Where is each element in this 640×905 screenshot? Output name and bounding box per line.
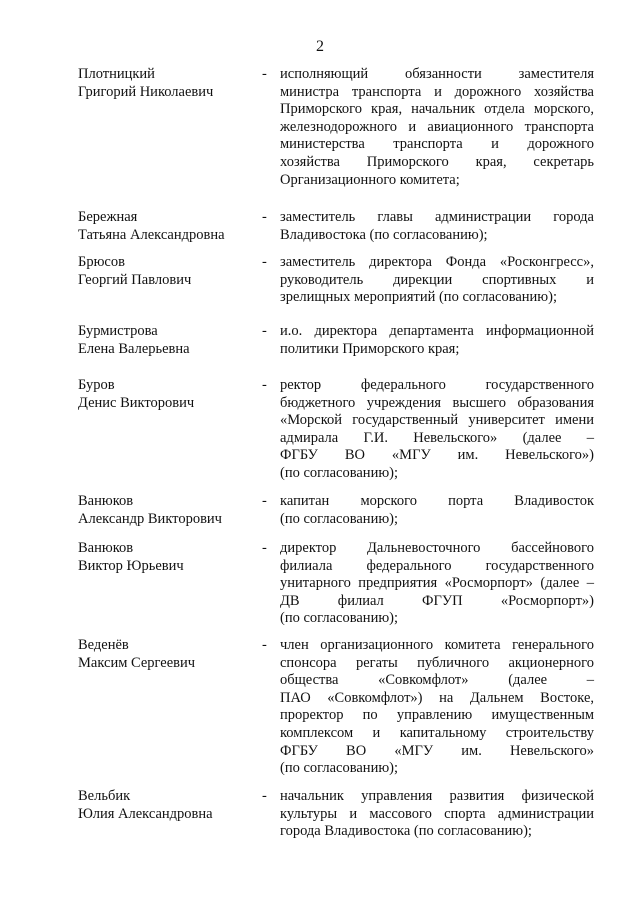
position-line: министерства транспорта и дорожного	[280, 136, 594, 153]
member-position	[280, 377, 594, 483]
member-name	[78, 540, 258, 575]
member-position	[280, 788, 594, 841]
position-line: бюджетного учреждения высшего образования	[280, 394, 594, 411]
position-line: директор Дальневосточного бассейнового	[280, 540, 594, 556]
member-surname: Плотницкий	[78, 66, 155, 82]
position-line: общества «Совкомфлот» (далее –	[280, 672, 594, 689]
member-name	[78, 323, 258, 358]
position-line: ДВ филиал ФГУП «Росморпорт»)	[280, 592, 594, 609]
member-position	[280, 66, 594, 189]
member-surname: Веденёв	[78, 637, 129, 653]
member-surname: Ванюков	[78, 540, 134, 556]
position-line: заместитель директора Фонда «Росконгресс»,	[280, 254, 594, 270]
dash-separator: -	[262, 540, 267, 556]
position-line: ПАО «Совкомфлот») на Дальнем Востоке,	[280, 689, 594, 706]
dash-separator: -	[262, 788, 267, 804]
position-line: ФГБУ ВО «МГУ им. Невельского»)	[280, 447, 594, 464]
dash-separator: -	[262, 209, 267, 225]
member-given-names: Татьяна Александровна	[78, 226, 225, 243]
member-position	[280, 637, 594, 778]
member-given-names: Александр Викторович	[78, 510, 222, 527]
position-line: Владивостока (по согласованию);	[280, 226, 488, 243]
position-line: комплексом и капитальному строительству	[280, 724, 594, 741]
page-number: 2	[316, 38, 324, 55]
member-name	[78, 66, 258, 101]
position-line: хозяйства Приморского края, секретарь	[280, 153, 594, 170]
position-line: унитарного предприятия «Росморпорт» (далее –	[280, 575, 594, 592]
dash-separator: -	[262, 493, 267, 509]
position-line: (по согласованию);	[280, 760, 399, 777]
member-given-names: Григорий Николаевич	[78, 83, 214, 100]
position-line: Организационного комитета;	[280, 171, 460, 188]
position-line: исполняющий обязанности заместителя	[280, 66, 594, 82]
position-line: зрелищных мероприятий (по согласованию);	[280, 289, 558, 306]
member-position	[280, 493, 594, 528]
position-line: и.о. директора департамента информационной	[280, 323, 594, 339]
dash-separator: -	[262, 637, 267, 653]
member-surname: Брюсов	[78, 254, 125, 270]
member-surname: Ванюков	[78, 493, 134, 509]
dash-separator: -	[262, 377, 267, 393]
member-position	[280, 209, 594, 244]
member-surname: Бережная	[78, 209, 138, 225]
position-line: заместитель главы администрации города	[280, 209, 594, 225]
dash-separator: -	[262, 66, 267, 82]
position-line: (по согласованию);	[280, 610, 399, 627]
member-name	[78, 254, 258, 289]
position-line: проректор по управлению имущественным	[280, 707, 594, 724]
member-position	[280, 254, 594, 307]
position-line: министра транспорта и дорожного хозяйства	[280, 83, 594, 100]
position-line: начальник управления развития физической	[280, 788, 594, 804]
position-line: ректор федерального государственного	[280, 377, 594, 393]
position-line: член организационного комитета генерального	[280, 637, 594, 653]
member-name	[78, 209, 258, 244]
member-position	[280, 540, 594, 628]
position-line: города Владивостока (по согласованию);	[280, 823, 532, 840]
position-line: (по согласованию);	[280, 510, 399, 527]
member-given-names: Георгий Павлович	[78, 271, 192, 288]
position-line: спонсора регаты публичного акционерного	[280, 654, 594, 671]
position-line: филиала федерального государственного	[280, 557, 594, 574]
member-name	[78, 637, 258, 672]
member-name	[78, 493, 258, 528]
position-line: политики Приморского края;	[280, 340, 460, 357]
member-position	[280, 323, 594, 358]
member-surname: Вельбик	[78, 788, 131, 804]
member-surname: Буров	[78, 377, 115, 393]
position-line: ФГБУ ВО «МГУ им. Невельского»	[280, 742, 594, 759]
position-line: «Морской государственный университет имени	[280, 412, 594, 429]
member-name	[78, 788, 258, 823]
member-given-names: Елена Валерьевна	[78, 340, 190, 357]
member-given-names: Денис Викторович	[78, 394, 195, 411]
position-line: культуры и массового спорта администрации	[280, 805, 594, 822]
position-line: Приморского края, начальник отдела морского,	[280, 101, 594, 118]
member-given-names: Юлия Александровна	[78, 805, 213, 822]
member-name	[78, 377, 258, 412]
position-line: (по согласованию);	[280, 464, 399, 481]
member-given-names: Виктор Юрьевич	[78, 557, 184, 574]
dash-separator: -	[262, 254, 267, 270]
member-given-names: Максим Сергеевич	[78, 654, 196, 671]
position-line: руководитель дирекции спортивных и	[280, 271, 594, 288]
position-line: адмирала Г.И. Невельского» (далее –	[280, 429, 594, 446]
dash-separator: -	[262, 323, 267, 339]
position-line: железнодорожного и авиационного транспорта	[280, 118, 594, 135]
position-line: капитан морского порта Владивосток	[280, 493, 594, 509]
member-surname: Бурмистрова	[78, 323, 158, 339]
